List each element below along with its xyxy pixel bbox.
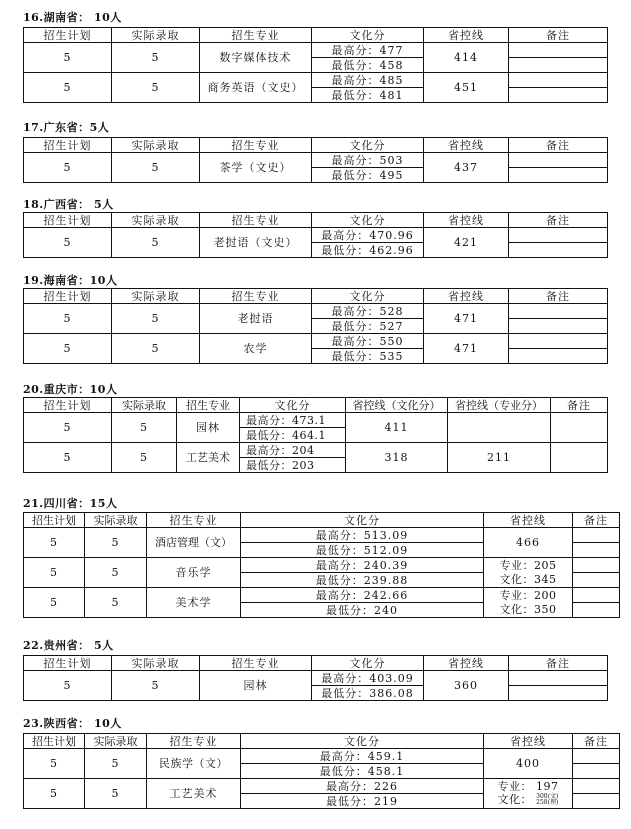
min-score-cell: 最低分：495 xyxy=(312,168,424,183)
note-cell xyxy=(509,153,608,183)
header-score: 文化分 xyxy=(312,656,424,671)
header-major: 招生专业 xyxy=(200,138,312,153)
max-score-cell: 最高分：226 xyxy=(241,779,484,794)
header-note: 备注 xyxy=(509,213,608,228)
min-score-cell: 最低分：512.09 xyxy=(241,543,484,558)
control-line-cell xyxy=(484,528,573,558)
section-title-guangdong: 17.广东省：5人 xyxy=(23,121,110,134)
header-admit: 实际录取 xyxy=(85,513,147,528)
header-major: 招生专业 xyxy=(200,656,312,671)
admit-cell: 5 xyxy=(112,228,200,258)
control-line-cell xyxy=(484,779,573,809)
header-note: 备注 xyxy=(573,513,620,528)
header-score: 文化分 xyxy=(240,398,346,413)
max-score-cell: 最高分：477 xyxy=(312,43,424,58)
section-title-shaanxi: 23.陕西省： 10人 xyxy=(23,717,122,730)
control-line-cell: 318 xyxy=(346,443,448,473)
control-line-culture: 文化：350 xyxy=(499,602,557,616)
table-row xyxy=(24,334,608,349)
admit-cell: 5 xyxy=(85,588,147,618)
major-cell: 酒店管理（文） xyxy=(147,528,241,558)
table-hainan xyxy=(23,288,608,364)
control-line-cell xyxy=(484,558,573,588)
major-cell: 园林 xyxy=(200,671,312,701)
admit-cell: 5 xyxy=(112,304,200,334)
header-major: 招生专业 xyxy=(147,513,241,528)
table-guangdong xyxy=(23,137,608,183)
max-score-cell: 最高分：528 xyxy=(312,304,424,319)
admit-cell: 5 xyxy=(112,334,200,364)
header-note: 备注 xyxy=(509,289,608,304)
control-line-cell: 471 xyxy=(424,334,509,364)
note-cell xyxy=(509,43,608,73)
header-plan: 招生计划 xyxy=(24,138,112,153)
header-plan: 招生计划 xyxy=(24,289,112,304)
control-line-text: 466 xyxy=(516,535,540,549)
header-major: 招生专业 xyxy=(200,28,312,43)
major-cell: 美术学 xyxy=(147,588,241,618)
table-row xyxy=(24,43,608,58)
header-control-line: 省控线 xyxy=(424,213,509,228)
max-score-cell: 最高分：459.1 xyxy=(241,749,484,764)
plan-cell: 5 xyxy=(24,443,112,473)
header-control-line: 省控线 xyxy=(424,289,509,304)
section-title-hunan: 16.湖南省： 10人 xyxy=(23,11,122,24)
control-line-cell: 360 xyxy=(424,671,509,701)
major-cell: 商务英语（文史） xyxy=(200,73,312,103)
min-score-cell: 最低分：458 xyxy=(312,58,424,73)
note-cell xyxy=(573,779,620,809)
note-cell xyxy=(573,558,620,588)
header-control-line-culture: 省控线（文化分） xyxy=(346,398,448,413)
max-score-cell: 最高分：513.09 xyxy=(241,528,484,543)
plan-cell: 5 xyxy=(24,528,85,558)
max-score-cell: 最高分：470.96 xyxy=(312,228,424,243)
header-admit: 实际录取 xyxy=(112,398,177,413)
control-line-major: 专业： 197 xyxy=(497,779,559,793)
admit-cell: 5 xyxy=(112,73,200,103)
control-line-major: 专业：205 xyxy=(499,559,557,573)
major-cell: 园林 xyxy=(177,413,240,443)
header-admit: 实际录取 xyxy=(112,28,200,43)
min-score-cell: 最低分：203 xyxy=(240,458,346,473)
note-cell xyxy=(573,528,620,558)
header-major: 招生专业 xyxy=(147,734,241,749)
control-line-major: 专业：200 xyxy=(499,589,557,603)
major-cell: 老挝语（文史） xyxy=(200,228,312,258)
control-line-major-cell xyxy=(448,413,551,443)
header-control-line: 省控线 xyxy=(424,138,509,153)
admit-cell: 5 xyxy=(112,413,177,443)
max-score-cell: 最高分：240.39 xyxy=(241,558,484,573)
header-row xyxy=(24,213,608,228)
min-score-cell: 最低分：239.88 xyxy=(241,573,484,588)
header-note: 备注 xyxy=(509,656,608,671)
table-row xyxy=(24,73,608,88)
control-line-cell: 411 xyxy=(346,413,448,443)
major-cell: 茶学（文史） xyxy=(200,153,312,183)
admit-cell: 5 xyxy=(112,671,200,701)
min-score-cell: 最低分：240 xyxy=(241,603,484,618)
header-admit: 实际录取 xyxy=(112,138,200,153)
header-score: 文化分 xyxy=(312,28,424,43)
header-plan: 招生计划 xyxy=(24,28,112,43)
control-line-text: 400 xyxy=(516,756,540,770)
header-score: 文化分 xyxy=(312,289,424,304)
note-cell xyxy=(509,228,608,258)
min-score-cell: 最低分：464.1 xyxy=(240,428,346,443)
control-line-cell: 421 xyxy=(424,228,509,258)
section-title-guizhou: 22.贵州省： 5人 xyxy=(23,639,114,652)
header-major: 招生专业 xyxy=(200,213,312,228)
admit-cell: 5 xyxy=(85,749,147,779)
max-score-cell: 最高分：242.66 xyxy=(241,588,484,603)
table-hunan xyxy=(23,27,608,103)
control-line-cell: 437 xyxy=(424,153,509,183)
table-row xyxy=(24,749,620,764)
header-row xyxy=(24,398,608,413)
major-cell: 音乐学 xyxy=(147,558,241,588)
max-score-cell: 最高分：503 xyxy=(312,153,424,168)
plan-cell: 5 xyxy=(24,413,112,443)
header-plan: 招生计划 xyxy=(24,734,85,749)
admit-cell: 5 xyxy=(112,443,177,473)
plan-cell: 5 xyxy=(24,304,112,334)
control-line-cell xyxy=(484,588,573,618)
note-cell xyxy=(509,304,608,334)
header-major: 招生专业 xyxy=(177,398,240,413)
note-cell xyxy=(509,334,608,364)
table-row xyxy=(24,304,608,319)
header-score: 文化分 xyxy=(241,513,484,528)
table-shaanxi xyxy=(23,733,620,809)
plan-cell: 5 xyxy=(24,671,112,701)
table-guangxi xyxy=(23,212,608,258)
admit-cell: 5 xyxy=(85,558,147,588)
note-cell xyxy=(551,413,608,443)
header-admit: 实际录取 xyxy=(85,734,147,749)
header-plan: 招生计划 xyxy=(24,513,85,528)
table-row xyxy=(24,153,608,168)
admit-cell: 5 xyxy=(85,528,147,558)
control-line-cell: 451 xyxy=(424,73,509,103)
control-line-major-cell: 211 xyxy=(448,443,551,473)
header-row xyxy=(24,513,620,528)
header-control-line: 省控线 xyxy=(484,513,573,528)
admit-cell: 5 xyxy=(85,779,147,809)
section-title-sichuan: 21.四川省：15人 xyxy=(23,497,118,510)
header-major: 招生专业 xyxy=(200,289,312,304)
header-score: 文化分 xyxy=(241,734,484,749)
table-row xyxy=(24,588,620,603)
control-line-culture-values xyxy=(536,794,558,806)
culture-value-science: 258(理) xyxy=(536,798,559,806)
header-row xyxy=(24,734,620,749)
header-control-line: 省控线 xyxy=(424,28,509,43)
control-line-cell: 471 xyxy=(424,304,509,334)
header-row xyxy=(24,656,608,671)
header-note: 备注 xyxy=(573,734,620,749)
plan-cell: 5 xyxy=(24,588,85,618)
min-score-cell: 最低分：535 xyxy=(312,349,424,364)
max-score-cell: 最高分：403.09 xyxy=(312,671,424,686)
culture-value-arts: 300(文) xyxy=(536,792,559,800)
table-row xyxy=(24,413,608,428)
admit-cell: 5 xyxy=(112,43,200,73)
min-score-cell: 最低分：386.08 xyxy=(312,686,424,701)
plan-cell: 5 xyxy=(24,749,85,779)
header-row xyxy=(24,28,608,43)
min-score-cell: 最低分：458.1 xyxy=(241,764,484,779)
note-cell xyxy=(509,73,608,103)
major-cell: 工艺美术 xyxy=(177,443,240,473)
plan-cell: 5 xyxy=(24,43,112,73)
major-cell: 数字媒体技术 xyxy=(200,43,312,73)
admit-cell: 5 xyxy=(112,153,200,183)
control-line-culture: 文化：345 xyxy=(499,572,557,586)
table-chongqing xyxy=(23,397,608,473)
table-sichuan xyxy=(23,512,620,618)
header-control-line: 省控线 xyxy=(424,656,509,671)
min-score-cell: 最低分：219 xyxy=(241,794,484,809)
min-score-cell: 最低分：481 xyxy=(312,88,424,103)
table-row xyxy=(24,443,608,458)
control-line-culture xyxy=(484,794,572,807)
header-admit: 实际录取 xyxy=(112,213,200,228)
major-cell: 民族学（文） xyxy=(147,749,241,779)
plan-cell: 5 xyxy=(24,73,112,103)
major-cell: 老挝语 xyxy=(200,304,312,334)
header-score: 文化分 xyxy=(312,138,424,153)
table-row xyxy=(24,528,620,543)
header-plan: 招生计划 xyxy=(24,656,112,671)
header-row xyxy=(24,289,608,304)
major-cell: 农学 xyxy=(200,334,312,364)
header-plan: 招生计划 xyxy=(24,213,112,228)
plan-cell: 5 xyxy=(24,558,85,588)
header-plan: 招生计划 xyxy=(24,398,112,413)
table-row xyxy=(24,671,608,686)
max-score-cell: 最高分：485 xyxy=(312,73,424,88)
table-row xyxy=(24,228,608,243)
note-cell xyxy=(573,588,620,618)
header-control-line-major: 省控线（专业分） xyxy=(448,398,551,413)
control-line-culture-label: 文化： xyxy=(497,792,533,806)
plan-cell: 5 xyxy=(24,779,85,809)
header-note: 备注 xyxy=(509,138,608,153)
plan-cell: 5 xyxy=(24,153,112,183)
section-title-hainan: 19.海南省：10人 xyxy=(23,274,118,287)
plan-cell: 5 xyxy=(24,334,112,364)
major-cell: 工艺美术 xyxy=(147,779,241,809)
max-score-cell: 最高分：473.1 xyxy=(240,413,346,428)
header-admit: 实际录取 xyxy=(112,289,200,304)
note-cell xyxy=(551,443,608,473)
plan-cell: 5 xyxy=(24,228,112,258)
note-cell xyxy=(573,749,620,779)
header-admit: 实际录取 xyxy=(112,656,200,671)
table-row xyxy=(24,558,620,573)
max-score-cell: 最高分：550 xyxy=(312,334,424,349)
header-row xyxy=(24,138,608,153)
header-score: 文化分 xyxy=(312,213,424,228)
header-note: 备注 xyxy=(509,28,608,43)
table-guizhou xyxy=(23,655,608,701)
control-line-cell xyxy=(484,749,573,779)
header-control-line: 省控线 xyxy=(484,734,573,749)
header-note: 备注 xyxy=(551,398,608,413)
min-score-cell: 最低分：527 xyxy=(312,319,424,334)
note-cell xyxy=(509,671,608,701)
control-line-cell: 414 xyxy=(424,43,509,73)
max-score-cell: 最高分：204 xyxy=(240,443,346,458)
table-row xyxy=(24,779,620,794)
section-title-chongqing: 20.重庆市：10人 xyxy=(23,383,118,396)
section-title-guangxi: 18.广西省： 5人 xyxy=(23,198,114,211)
min-score-cell: 最低分：462.96 xyxy=(312,243,424,258)
